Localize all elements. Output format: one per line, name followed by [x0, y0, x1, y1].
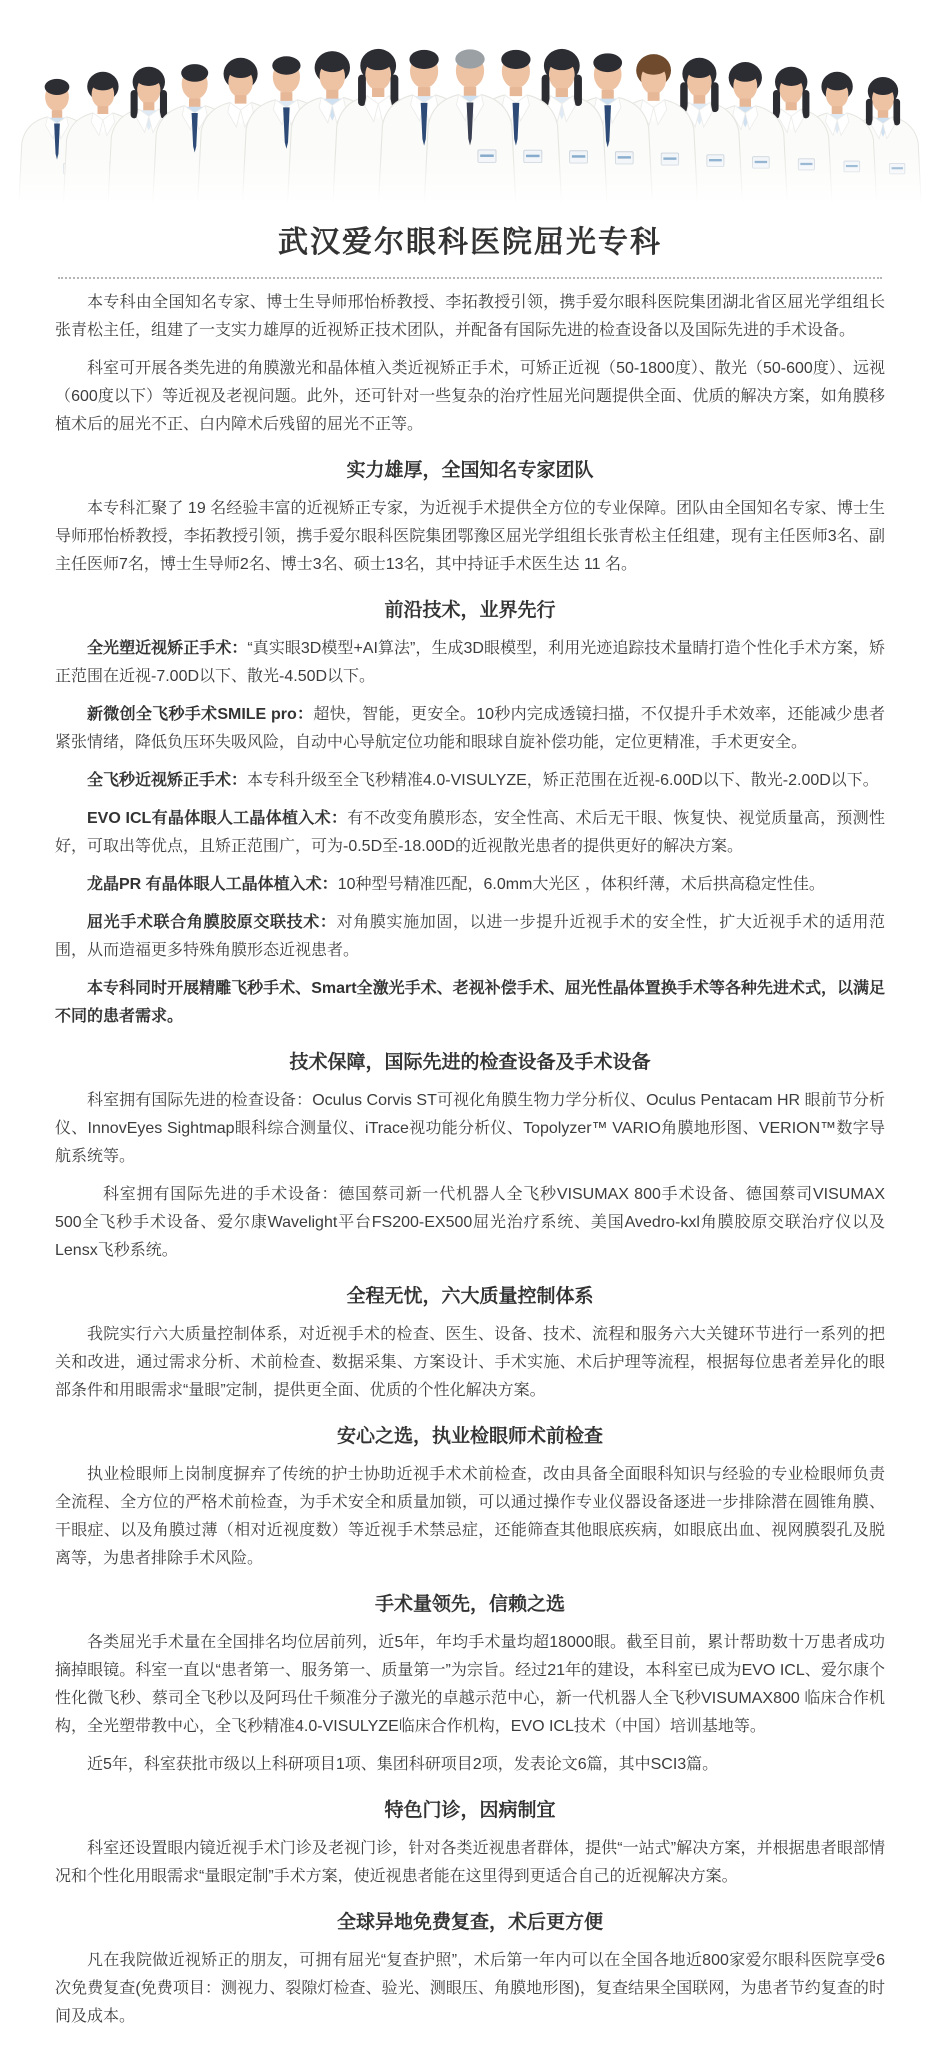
- paragraph-lead: EVO ICL有晶体眼人工晶体植入术：: [87, 810, 348, 827]
- section-heading: 安心之选，执业检眼师术前检查: [336, 1426, 603, 1447]
- paragraph: EVO ICL有晶体眼人工晶体植入术：有不改变角膜形态，安全性高、术后无干眼、恢复快、视觉质量高，预测性好，可取出等优点，且矫正范围广，可为-0.5D至-18.00D的近视散光患者的提供更好的解决方案。: [55, 810, 885, 855]
- paragraph: 我院实行六大质量控制体系，对近视手术的检查、医生、设备、技术、流程和服务六大关键环节进行一系列的把关和改进，通过需求分析、术前检查、数据采集、方案设计、手术实施、术后护理等流程，根据每位患者差异化的眼部条件和用眼需求“量眼”定制，提供更全面、优质的个性化解决方案。: [55, 1326, 885, 1399]
- paragraph-lead: 全飞秒近视矫正手术：: [87, 772, 248, 789]
- paragraph: 屈光手术联合角膜胶原交联技术：对角膜实施加固，以进一步提升近视手术的安全性，扩大近视手术的适用范围，从而造福更多特殊角膜形态近视患者。: [55, 914, 885, 959]
- section-heading: 前沿技术，业界先行: [384, 600, 556, 621]
- team-photo: [0, 0, 940, 215]
- paragraph: 科室拥有国际先进的检查设备：Oculus Corvis ST可视化角膜生物力学分析仪、Oculus Pentacam HR 眼前节分析仪、InnovEyes Sightmap眼科综合测量仪、iTrace视功能分析仪、Topolyzer™ VARIO角膜地形图、VERION™数字导航系统等。: [55, 1092, 885, 1165]
- paragraph: 龙晶PR 有晶体眼人工晶体植入术：10种型号精准匹配，6.0mm大光区 ，体积纤薄，术后拱高稳定性佳。: [87, 876, 825, 893]
- paragraph: 科室还设置眼内镜近视手术门诊及老视门诊，针对各类近视患者群体，提供“一站式”解决方案，并根据患者眼部情况和个性化用眼需求“量眼定制”手术方案，使近视患者能在这里得到更适合自己的近视解决方案。: [55, 1840, 885, 1885]
- paragraph: 全光塑近视矫正手术：“真实眼3D模型+AI算法”，生成3D眼模型，利用光迹追踪技术量睛打造个性化手术方案，矫正范围在近视-7.00D以下、散光-4.50D以下。: [55, 640, 885, 685]
- paragraph-lead: 龙晶PR 有晶体眼人工晶体植入术：: [87, 876, 338, 893]
- paragraph: 本专科由全国知名专家、博士生导师邢怡桥教授、李拓教授引领，携手爱尔眼科医院集团湖北省区屈光学组组长张青松主任，组建了一支实力雄厚的近视矫正技术团队，并配备有国际先进的检查设备以及国际先进的手术设备。: [55, 294, 885, 339]
- paragraph: 新微创全飞秒手术SMILE pro：超快，智能，更安全。10秒内完成透镜扫描，不仅提升手术效率，还能减少患者紧张情绪，降低负压环失吸风险，自动中心导航定位功能和眼球自旋补偿功能，定位更精准，手术更安全。: [55, 706, 885, 751]
- paragraph: 执业检眼师上岗制度摒弃了传统的护士协助近视手术术前检查，改由具备全面眼科知识与经验的专业检眼师负责全流程、全方位的严格术前检查，为手术安全和质量加锁，可以通过操作专业仪器设备逐进一步排除潜在圆锥角膜、干眼症、以及角膜过薄（相对近视度数）等近视手术禁忌症，还能筛查其他眼底疾病，如眼底出血、视网膜裂孔及脱离等，为患者排除手术风险。: [55, 1466, 885, 1567]
- section-heading: 技术保障，国际先进的检查设备及手术设备: [289, 1052, 651, 1073]
- dotted-divider: [58, 277, 882, 279]
- paragraph: 本专科同时开展精雕飞秒手术、Smart全激光手术、老视补偿手术、屈光性晶体置换手术等各种先进术式，以满足不同的患者需求。: [55, 980, 885, 1025]
- paragraph: 凡在我院做近视矫正的朋友，可拥有屈光“复查护照”，术后第一年内可以在全国各地近800家爱尔眼科医院享受6次免费复查(免费项目：测视力、裂隙灯检查、验光、测眼压、角膜地形图)，复查结果全国联网，为患者节约复查的时间及成本。: [55, 1952, 885, 2025]
- paragraph-lead: 全光塑近视矫正手术：: [87, 640, 248, 657]
- page-title: 武汉爱尔眼科医院屈光专科: [278, 226, 662, 259]
- paragraph: 科室拥有国际先进的手术设备：德国蔡司新一代机器人全飞秒VISUMAX 800手术设备、德国蔡司VISUMAX 500全飞秒手术设备、爱尔康Wavelight平台FS200-EX500屈光治疗系统、美国Avedro-kxl角膜胶原交联治疗仪以及Lensx飞秒系统。: [55, 1186, 885, 1259]
- paragraph: 近5年，科室获批市级以上科研项目1项、集团科研项目2项，发表论文6篇，其中SCI3篇。: [87, 1756, 719, 1773]
- section-heading: 实力雄厚，全国知名专家团队: [346, 460, 594, 481]
- paragraph: 本专科汇聚了 19 名经验丰富的近视矫正专家，为近视手术提供全方位的专业保障。团队由全国知名专家、博士生导师邢怡桥教授，李拓教授引领，携手爱尔眼科医院集团鄂豫区屈光学组组长张青松主任组建，现有主任医师3名、副主任医师7名，博士生导师2名、博士3名、硕士13名，其中持证手术医生达 11 名。: [55, 500, 885, 573]
- section-heading: 全球异地免费复查，术后更方便: [336, 1912, 603, 1933]
- paragraph: 各类屈光手术量在全国排名均位居前列，近5年，年均手术量均超18000眼。截至目前，累计帮助数十万患者成功摘掉眼镜。科室一直以“患者第一、服务第一、质量第一”为宗旨。经过21年的建设，本科室已成为EVO ICL、爱尔康个性化微飞秒、蔡司全飞秒以及阿玛仕千频准分子激光的卓越示范中心，新一代机器人全飞秒VISUMAX800 临床合作机构，全光塑带教中心，全飞秒精准4.0-VISULYZE临床合作机构，EVO ICL技术（中国）培训基地等。: [55, 1634, 885, 1735]
- article-body: [55, 289, 885, 2067]
- section-heading: 手术量领先，信赖之选: [374, 1594, 565, 1615]
- section-heading: 特色门诊，因病制宜: [384, 1800, 556, 1821]
- photo-fade-overlay: [0, 153, 940, 215]
- section-heading: 全程无忧，六大质量控制体系: [346, 1286, 594, 1307]
- paragraph: 科室可开展各类先进的角膜激光和晶体植入类近视矫正手术，可矫正近视（50-1800度）、散光（50-600度）、远视（600度以下）等近视及老视问题。此外，还可针对一些复杂的治疗性屈光问题提供全面、优质的解决方案，如角膜移植术后的屈光不正、白内障术后残留的屈光不正等。: [55, 360, 885, 433]
- paragraph-lead: 屈光手术联合角膜胶原交联技术：: [87, 914, 337, 931]
- paragraph: 全飞秒近视矫正手术：本专科升级至全飞秒精准4.0-VISULYZE，矫正范围在近视-6.00D以下、散光-2.00D以下。: [87, 772, 879, 789]
- paragraph-lead: 新微创全飞秒手术SMILE pro：: [87, 706, 314, 723]
